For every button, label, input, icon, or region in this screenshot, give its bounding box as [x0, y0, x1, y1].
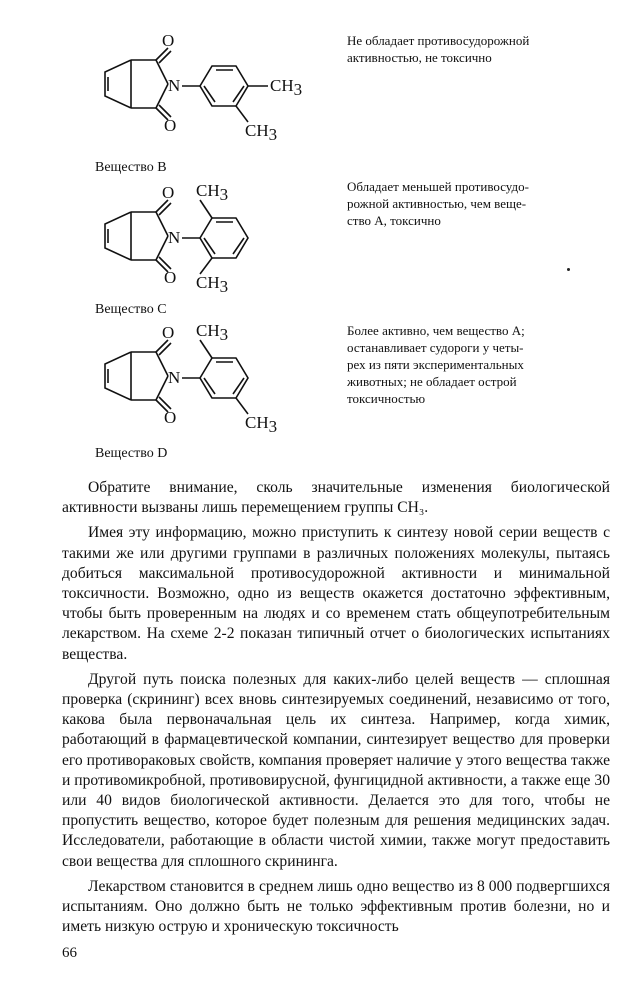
- caption-substance-d: Вещество D: [95, 446, 168, 461]
- paragraph: Имея эту информацию, можно приступить к синтезу новой серии веществ с такими же или другими группами в различных положениях молекулы, пытаясь добиться максимальной противосудорожной активности и минимальной токсичности. Возможно, одно из веществ окажется достаточно эффективным, чтобы быть проверенным на людях и со временем стать общеупотребительным лекарством. На схеме 2-2 показан типичный отчет о биологических испытаниях вещества.: [62, 524, 610, 663]
- body-text: [62, 478, 610, 942]
- methyl-label: CH3: [196, 321, 229, 344]
- caption-substance-c: Вещество С: [95, 302, 167, 317]
- print-speck: [567, 268, 570, 271]
- methyl-label: CH3: [270, 76, 303, 99]
- atom-n: N: [168, 228, 181, 247]
- atom-o: O: [164, 116, 177, 135]
- methyl-label: CH3: [245, 413, 278, 436]
- atom-o: O: [162, 323, 175, 342]
- methyl-label: CH3: [245, 121, 278, 144]
- paragraph: Другой путь поиска полезных для каких-либо целей веществ — сплошная проверка (скрининг) всех вновь синтезируемых соединений, независимо от того, какова была первоначальная цель их синтеза. Например, когда химик, работающий в фармацевтической компании, синтезирует вещество для проверки его противораковых свойств, компания проверяет наличие у этого вещества также и противомикробной, противовирусной, фунгицидной активности, а также еще 30 или 40 видов биологической активности. Делается это для того, чтобы не пропустить вещество, которое будет полезным для решения медицинских задач. Исследователи, работающие в области чистой химии, также могут предоставить свои вещества для сплошного скрининга.: [62, 670, 610, 870]
- molecule-2-structure: [88, 178, 328, 298]
- atom-o: O: [164, 408, 177, 427]
- atom-n: N: [168, 76, 181, 95]
- molecule-1-structure: [88, 30, 328, 150]
- atom-n: N: [168, 368, 181, 387]
- methyl-label: CH3: [196, 181, 229, 204]
- page-number: 66: [62, 945, 77, 961]
- atom-o: O: [164, 268, 177, 287]
- caption-substance-b: Вещество В: [95, 160, 167, 175]
- molecule-3-structure: [88, 318, 328, 438]
- molecule-2-note: Обладает меньшей противосудо- рожной активностью, чем веще- ство А, токсично: [347, 179, 529, 228]
- molecule-3-note: Более активно, чем вещество А; останавливает судороги у четы- рех из пяти экспериментальных животных; не обладает острой токсичностью: [347, 323, 525, 406]
- molecule-1-note: Не обладает противосудорожной активностью, не токсично: [347, 33, 530, 65]
- paragraph: Лекарством становится в среднем лишь одно вещество из 8 000 подвергшихся испытаниям. Оно должно быть не только эффективным против болезни, но и иметь низкую острую и хроническую токсичность: [62, 877, 610, 936]
- atom-o: O: [162, 31, 175, 50]
- paragraph: Обратите внимание, сколь значительные изменения биологической активности вызваны лишь перемещением группы CH₃.: [62, 479, 610, 517]
- methyl-label: CH3: [196, 273, 229, 296]
- atom-o: O: [162, 183, 175, 202]
